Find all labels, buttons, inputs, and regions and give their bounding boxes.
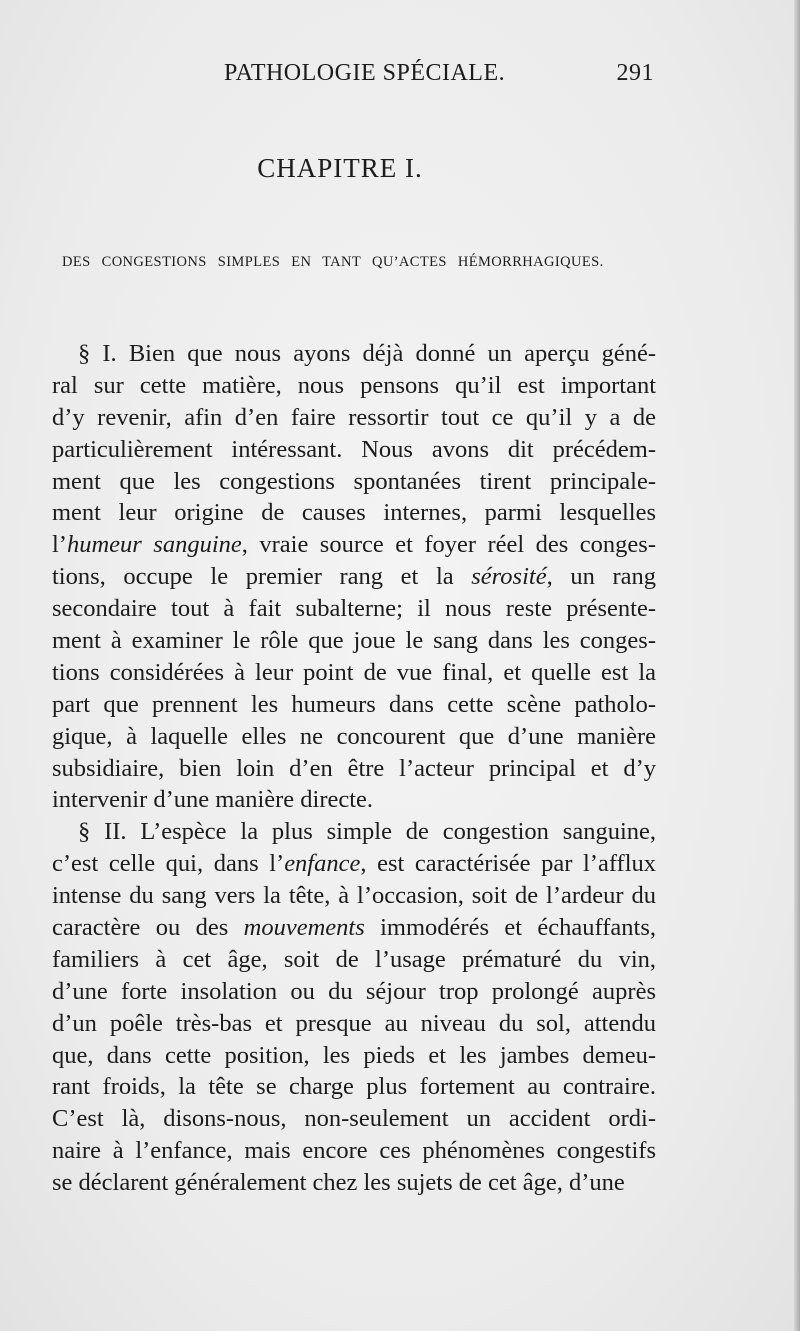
text-line: rant froids, la tête se charge plus fortement au contraire. [52, 1073, 656, 1101]
body-text [52, 338, 656, 1199]
running-head [224, 60, 654, 94]
text-line: subsidiaire, bien loin d’en être l’acteur principal et d’y [52, 754, 656, 782]
text-run: , vraie source et foyer réel des conges- [241, 531, 657, 559]
text-line: ral sur cette matière, nous pensons qu’il est important [52, 371, 656, 399]
italic-text-run: sérosité [471, 563, 547, 591]
page-edge [794, 0, 800, 1331]
text-line: ment que les congestions spontanées tirent principale- [52, 467, 656, 495]
text-line: se déclarent généralement chez les sujets de cet âge, d’une [52, 1169, 625, 1197]
italic-text-run: enfance [284, 850, 361, 878]
text-line: d’y revenir, afin d’en faire ressortir tout ce qu’il y a de [52, 403, 656, 431]
text-line: part que prennent les humeurs dans cette scène patholo- [52, 690, 656, 718]
text-run: caractère ou des [52, 914, 244, 942]
italic-text-run: mouvements [243, 914, 365, 942]
page-number: 291 [616, 60, 654, 86]
text-run: tions, occupe le premier rang et la [52, 563, 472, 591]
text-run: l’ [52, 531, 67, 559]
text-line: ment à examiner le rôle que joue le sang dans les conges- [52, 627, 656, 655]
running-title: PATHOLOGIE SPÉCIALE. [224, 60, 506, 86]
text-run: , un rang [546, 563, 656, 591]
text-line: tions considérées à leur point de vue final, et quelle est la [52, 658, 656, 686]
text-line: d’une forte insolation ou du séjour trop prolongé auprès [52, 977, 656, 1005]
text-line [52, 561, 656, 593]
chapter-title: CHAPITRE I. [257, 153, 423, 183]
text-line: familiers à cet âge, soit de l’usage prématuré du vin, [52, 945, 656, 973]
text-line [52, 848, 656, 880]
text-run: , est caractérisée par l’afflux [360, 850, 656, 878]
text-line [52, 529, 656, 561]
text-line: d’un poêle très-bas et presque au niveau du sol, attendu [52, 1009, 656, 1037]
text-line: ment leur origine de causes internes, parmi lesquelles [52, 499, 656, 527]
text-run: immodérés et échauffants, [364, 914, 656, 942]
text-line: § I. Bien que nous ayons déjà donné un aperçu géné- [78, 340, 656, 367]
text-line: gique, à laquelle elles ne concourent que d’une manière [52, 722, 656, 750]
text-line: C’est là, disons-nous, non-seulement un accident ordi- [52, 1105, 656, 1133]
text-line: § II. L’espèce la plus simple de congestion sanguine, [78, 818, 656, 846]
text-line: secondaire tout à fait subalterne; il nous reste présente- [52, 595, 656, 623]
text-line: naire à l’enfance, mais encore ces phénomènes congestifs [52, 1137, 656, 1165]
section-heading: DES CONGESTIONS SIMPLES EN TANT QU’ACTES HÉMORRHAGIQUES. [62, 254, 604, 270]
text-line [52, 912, 656, 944]
text-run: c’est celle qui, dans l’ [52, 850, 285, 878]
text-line: que, dans cette position, les pieds et les jambes demeu- [52, 1041, 656, 1069]
text-line: intense du sang vers la tête, à l’occasion, soit de l’ardeur du [52, 882, 656, 910]
text-line: particulièrement intéressant. Nous avons dit précédem- [52, 435, 656, 463]
italic-text-run: humeur sanguine [66, 531, 242, 559]
text-line: intervenir d’une manière directe. [52, 786, 374, 814]
